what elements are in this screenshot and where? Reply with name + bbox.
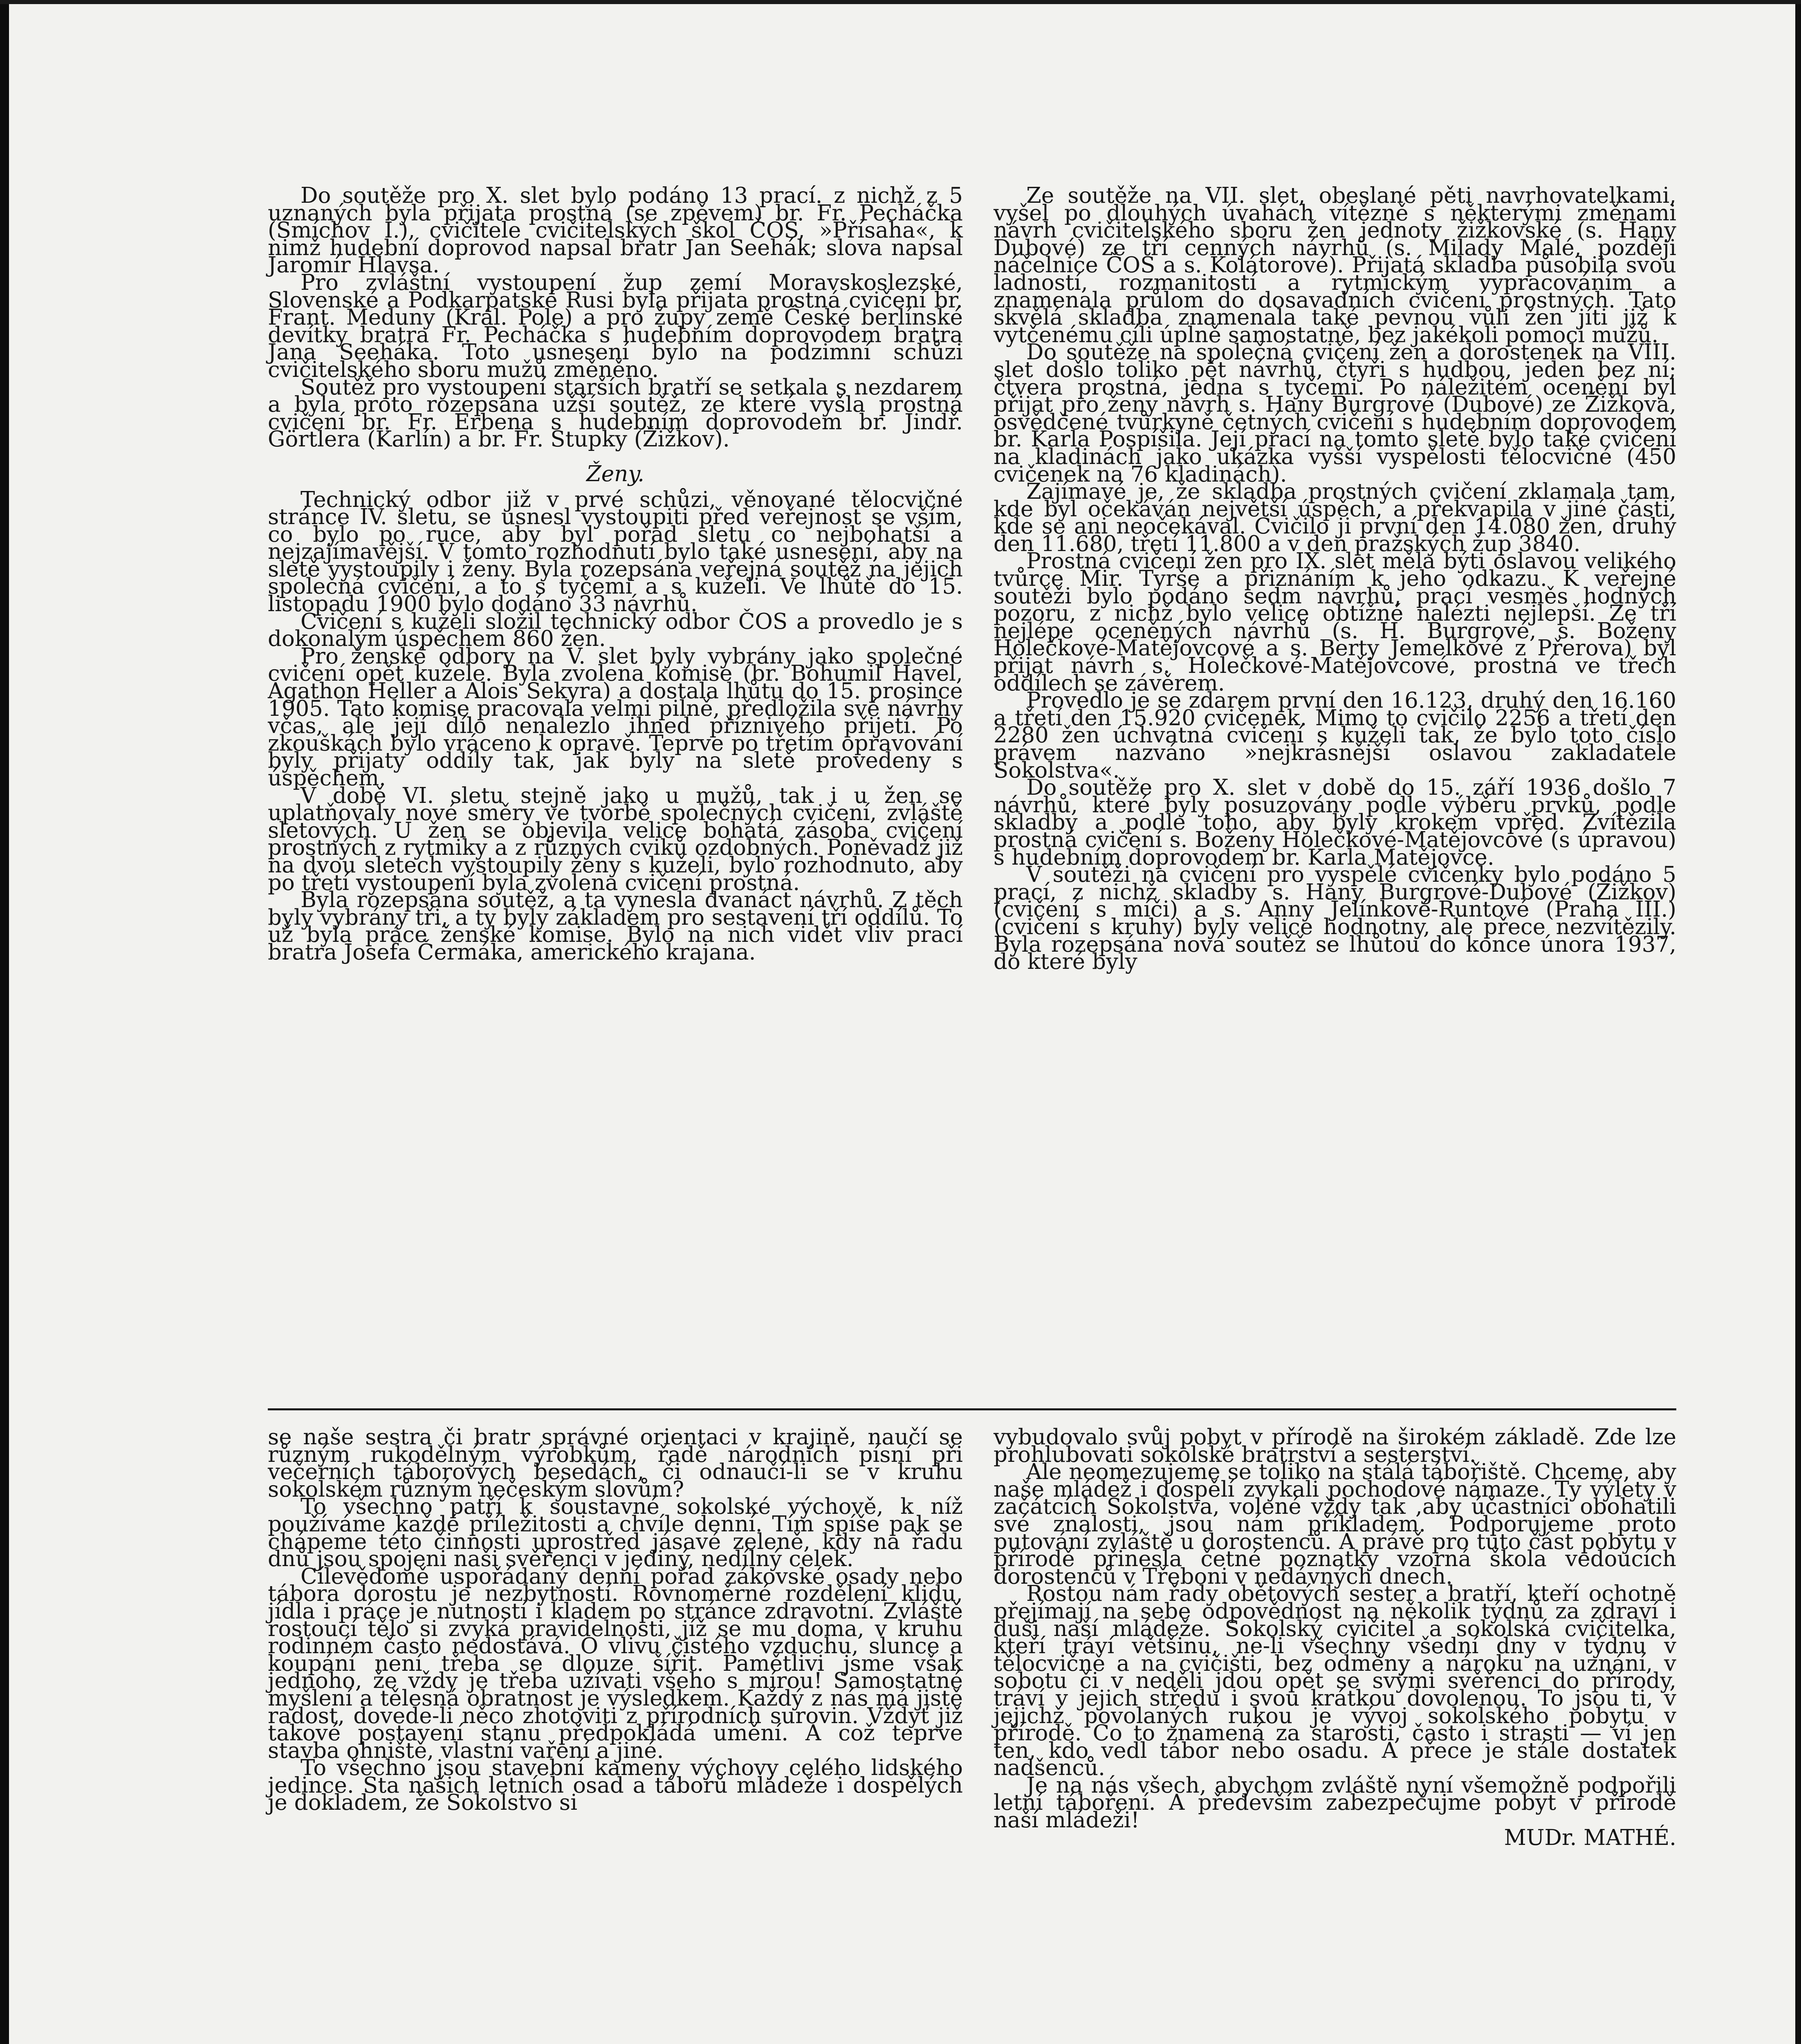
paragraph: Prostná cvičení žen pro IX. slet měla býti oslavou velikého tvůrce Mir. Tyrše a přiznáním k jeho odkazu. K veřejné soutěži bylo podáno sedm návrhů, prací vesměs hodných pozoru, z nichž bylo velice obtížné nalézti nejlepší. Ze tří nejlépe oceněných návrhů (s. H. Burgrové, s. Boženy Holečkové-Matějovcové a s. Berty Jemelkové z Přerova) byl přijat návrh s. Holečkové-Matějovcové, prostná ve třech oddílech se závěrem.	[994, 549, 1676, 696]
paragraph: Cvičení s kuželi složil technický odbor ČOS a provedlo je s dokonalým úspěchem 860 žen.	[268, 609, 963, 652]
paragraph: Ale neomezujeme se toliko na stálá tábořiště. Chceme, aby naše mládež i dospělí zvykali pochodové námaze. Ty výlety v začátcích Sokolstva, volené vždy tak ,aby účastníci obohatili své znalosti, jsou nám příkladem. Podporujeme proto putování zvláště u dorostenců. A právě pro tuto část pobytu v přírodě přinesla četné poznatky vzorná škola vedoucích dorostenců v Třeboni v nedávných dnech.	[994, 1459, 1676, 1589]
top-left-column	[268, 183, 963, 965]
paragraph: se naše sestra či bratr správné orientaci v krajině, naučí se různým rukodělným výrobkům, řadě národních písní při večerních táborových besedách, či odnaučí-li se v kruhu sokolském různým nečeským slovům?	[268, 1425, 963, 1502]
top-right-column	[994, 183, 1676, 975]
paragraph: Technický odbor již v prvé schůzi, věnované tělocvičné stránce IV. sletu, se usnesl vystoupiti před veřejnost se vším, co bylo po ruce, aby byl pořad sletu co nejbohatší a nejzajímavější. V tomto rozhodnutí bylo také usnesení, aby na sletě vystoupily i ženy. Byla rozepsána veřejná soutěž na jejich společná cvičení, a to s tyčemi a s kuželi. Ve lhůtě do 15. listopadu 1900 bylo dodáno 33 návrhů.	[268, 487, 963, 617]
paragraph: vybudovalo svůj pobyt v přírodě na širokém základě. Zde lze prohlubovati sokolské bratrství a sesterství.	[994, 1425, 1676, 1467]
paragraph: Do soutěže na společná cvičení žen a dorostenek na VIII. slet došlo toliko pět návrhů, čtyři s hudbou, jeden bez ní; čtvera prostná, jedna s tyčemi. Po náležitém ocenění byl přijat pro ženy návrh s. Hany Burgrové (Dubové) ze Žižkova, osvědčené tvůrkyně četných cvičení s hudebním doprovodem br. Karla Pospíšila. Její prací na tomto sletě bylo také cvičení na kladinách jako ukázka vyšší vyspělosti tělocvičné (450 cvičenek na 76 kladinách).	[994, 340, 1676, 487]
paragraph: Je na nás všech, abychom zvláště nyní všemožně podpořili letní táboření. A především zabezpečujme pobyt v přírodě naší mládeži!	[994, 1773, 1676, 1833]
paragraph: Rostou nám řady obětových sester a bratří, kteří ochotně přejímají na sebe odpovědnost na několik týdnů za zdraví i duši naší mládeže. Sokolský cvičitel a sokolská cvičitelka, kteří tráví většinu, ne-li všechny všední dny v týdnu v tělocvičně a na cvičišti, bez odměny a nároku na uznání, v sobotu či v neděli jdou opět se svými svěřenci do přírody, tráví v jejich středu i svou krátkou dovolenou. To jsou ti, v jejichž povolaných rukou je vývoj sokolského pobytu v přírodě. Co to znamená za starosti, často i strasti — ví jen ten, kdo vedl tábor nebo osadu. A přece je stále dostatek nadšenců.	[994, 1581, 1676, 1781]
paragraph: Ze soutěže na VII. slet, obeslané pěti navrhovatelkami, vyšel po dlouhých úvahách vítězně s některými změnami návrh cvičitelského sboru žen jednoty žižkovské (s. Hany Dubové) ze tří cenných návrhů (s. Milady Malé, později náčelnice ČOS a s. Kolátorové). Přijatá skladba působila svou ladností, rozmanitostí a rytmickým vypracováním a znamenala průlom do dosavadních cvičení prostných. Tato skvělá skladba znamenala také pevnou vůli žen jíti již k vytčenému cíli úplně samostatně, bez jakékoli pomoci mužů.	[994, 183, 1676, 347]
paragraph: To všechno jsou stavební kameny výchovy celého lidského jedince. Sta našich letních osad a táborů mládeže i dospělých je dokladem, že Sokolstvo si	[268, 1755, 963, 1815]
scan-edge-left	[0, 0, 9, 2044]
paragraph: V době VI. sletu stejně jako u mužů, tak i u žen se uplatňovaly nové směry ve tvorbě společných cvičení, zvláště sletových. U žen se objevila velice bohatá zásoba cvičení prostných z rytmiky a z různých cviků ozdobných. Poněvadž již na dvou sletech vystoupily ženy s kuželi, bylo rozhodnuto, aby po třetí vystoupení byla zvolena cvičení prostná.	[268, 783, 963, 895]
bottom-right-column	[994, 1425, 1676, 1850]
paragraph: Do soutěže pro X. slet bylo podáno 13 prací. z nichž z 5 uznaných byla přijata prostná (se zpěvem) br. Fr. Pecháčka (Smíchov I.), cvičitele cvičitelských škol ČOS, »Přísaha«, k nimž hudební doprovod napsal bratr Jan Seehák; slova napsal Jaromír Hlavsa.	[268, 183, 963, 278]
bottom-left-column	[268, 1425, 963, 1815]
paragraph: To všechno patří k soustavné sokolské výchově, k níž používáme každé příležitosti a chvíle denní. Tím spíše pak se chápeme této činnosti uprostřed jásavé zeleně, kdy na řadu dnů jsou spojeni naši svěřenci v jediný, nedílný celek.	[268, 1494, 963, 1572]
paragraph: Byla rozepsána soutěž, a ta vynesla dvanáct návrhů. Z těch byly vybrány tři, a ty byly základem pro sestavení tří oddílů. To už byla práce ženské komise. Bylo na nich vidět vliv prací bratra Josefa Čermáka, amerického krajana.	[268, 888, 963, 965]
scan-edge-top	[0, 0, 1801, 4]
paragraph: V soutěži na cvičení pro vyspělé cvičenky bylo podáno 5 prací, z nichž skladby s. Hany Burgrové-Dubové (Žižkov) (cvičení s míči) a s. Anny Jelínkové-Runtové (Praha III.) (cvičení s kruhy) byly velice hodnotny, ale přece nezvítězily. Byla rozepsána nová soutěž se lhůtou do konce února 1937, do které byly	[994, 862, 1676, 975]
paragraph: Pro zvláštní vystoupení žup zemí Moravskoslezské, Slovenské a Podkarpatské Rusi byla přijata prostná cvičení br. Frant. Meduny (Král. Pole) a pro župy země České berlínské devítky bratra Fr. Pecháčka s hudebním doprovodem bratra Jana Seeháka. Toto usnesení bylo na podzimní schůzi cvičitelského sboru mužů změněno.	[268, 270, 963, 382]
paragraph: Pro ženské odbory na V. slet byly vybrány jako společné cvičení opět kužele. Byla zvolena komise (br. Bohumil Havel, Agathon Heller a Alois Sekyra) a dostala lhůtu do 15. prosince 1905. Tato komise pracovala velmi pilně, předložila své návrhy včas, ale její dílo nenalezlo ihned příznivého přijetí. Po zkouškách bylo vráceno k opravě. Teprve po třetím opravování byly přijaty oddíly tak, jak byly na sletě provedeny s úspěchem.	[268, 643, 963, 791]
paragraph: Provedlo je se zdarem první den 16.123, druhý den 16.160 a třetí den 15.920 cvičenek. Mimo to cvičilo 2256 a třetí den 2280 žen úchvatná cvičení s kuželi tak, že bylo toto číslo právem nazváno »nejkrásnější oslavou zakladatele Sokolstva«.	[994, 688, 1676, 783]
scan-edge-right	[1795, 0, 1801, 2044]
section-divider	[268, 1408, 1676, 1410]
paragraph: Do soutěže pro X. slet v době do 15. září 1936 došlo 7 návrhů, které byly posuzovány podle výběru prvků, podle skladby a podle toho, aby byly krokem vpřed. Zvítězila prostná cvičení s. Boženy Holečkové-Matějovcové (s úpravou) s hudebním doprovodem br. Karla Matějovce.	[994, 775, 1676, 870]
paragraph: Soutěž pro vystoupení starších bratří se setkala s nezdarem a byla proto rozepsána užší soutěž, ze které vyšla prostná cvičení br. Fr. Erbena s hudebním doprovodem br. Jindř. Görtlera (Karlín) a br. Fr. Stupky (Žižkov).	[268, 374, 963, 452]
section-heading-zeny: Ženy.	[586, 461, 645, 486]
paragraph: Cílevědomě uspořádaný denní pořad zákovské osady nebo tábora dorostu je nezbytností. Rovnoměrné rozdělení klidu, jídla i práce je nutností i kladem po stránce zdravotní. Zvláště rostoucí tělo si zvyká pravidelnosti, jíž se mu doma, v kruhu rodinném často nedostává. O vlivu čistého vzduchu, slunce a koupání není třeba se dlouze šířit. Pamětlivi jsme však jednoho, že vždy je třeba užívati všeho s mírou! Samostatné myšlení a tělesná obratnost je výsledkem. Každý z nás má jistě radost, dovede-li něco zhotoviti z přírodních surovin. Vždyť již takové postavení stanu předpokládá umění. A což teprve stavba ohniště, vlastní vaření a jiné.	[268, 1564, 963, 1763]
author-signature: MUDr. MATHÉ.	[1504, 1825, 1676, 1850]
paragraph: Zajímavé je, že skladba prostných cvičení zklamala tam, kde byl očekáván největší úspěch, a překvapila v jiné části, kde se ani neočekával. Cvičilo ji první den 14.080 žen, druhý den 11.680, třetí 11.800 a v den pražských žup 3840.	[994, 479, 1676, 556]
